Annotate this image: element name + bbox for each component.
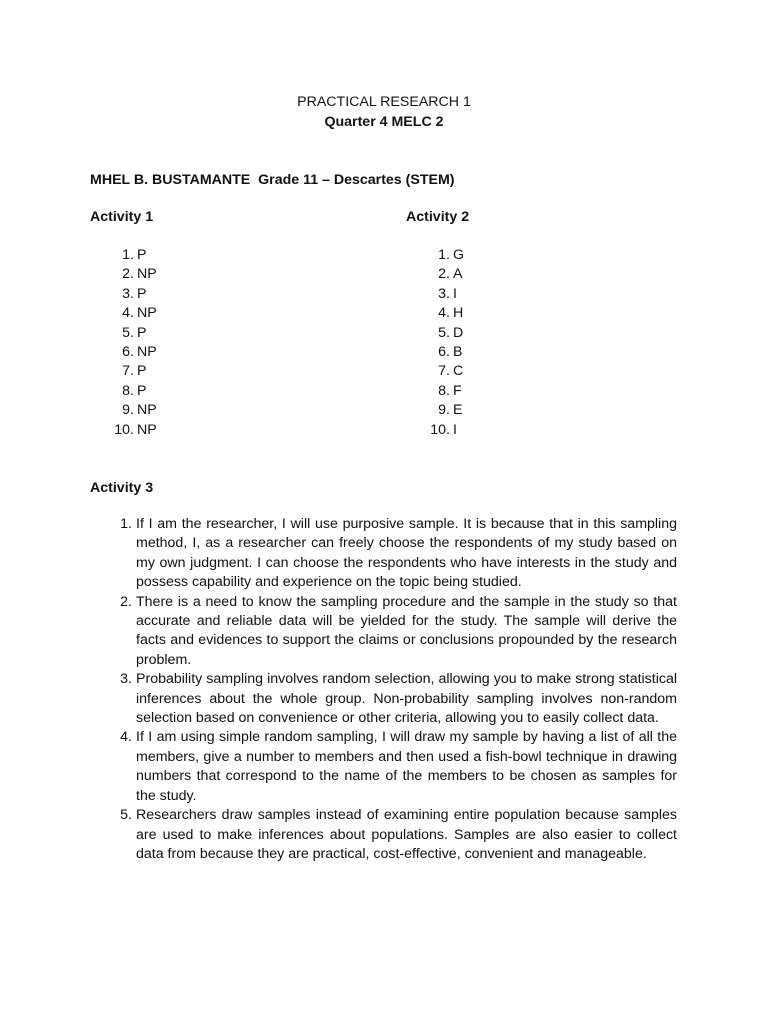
item-text: If I am the researcher, I will use purposive sample. It is because that in this sampling method, I, as a researcher can freely choose the respondents of my study based on my own judgment. I can choose the respondents who have interests in the study and possess capability and experience on the topic being studied. <box>136 516 677 591</box>
student-info: MHEL B. BUSTAMANTE Grade 11 – Descartes (STEM) <box>90 172 455 188</box>
item-number: 5. <box>438 324 450 341</box>
item-number: 10. <box>430 421 450 438</box>
item-answer: P <box>137 363 147 380</box>
item-number: 5. <box>120 807 132 824</box>
item-text: There is a need to know the sampling procedure and the sample in the study so that accurate and reliable data will be yielded for the study. The sample will derive the facts and evidences to support the claims or conclusions propounded by the research problem. <box>136 593 677 668</box>
item-number: 4. <box>438 305 450 322</box>
item-number: 4. <box>120 729 132 746</box>
item-number: 1. <box>120 516 132 532</box>
item-answer: NP <box>137 343 157 360</box>
item-answer: A <box>453 266 463 283</box>
item-number: 8. <box>438 382 450 399</box>
item-answer: NP <box>137 305 157 322</box>
item-answer: B <box>453 343 463 360</box>
list-item <box>112 515 677 593</box>
item-number: 9. <box>122 402 134 419</box>
item-number: 2. <box>438 266 450 283</box>
list-item <box>112 728 677 806</box>
item-number: 10. <box>114 421 134 438</box>
item-number: 3. <box>120 671 132 688</box>
item-answer: P <box>137 247 147 263</box>
activity-2-heading: Activity 2 <box>406 209 470 225</box>
item-answer: E <box>453 402 463 419</box>
item-text: Probability sampling involves random selection, allowing you to make strong statistical inferences about the whole group. Non-probability sampling involves non-random selection based on convenience or other criteria, allowing you to easily collect data. <box>136 671 677 727</box>
item-number: 3. <box>122 285 134 302</box>
item-answer: P <box>137 285 147 302</box>
item-answer: NP <box>137 266 157 283</box>
list-item <box>112 806 677 864</box>
item-answer: NP <box>137 402 157 419</box>
item-number: 3. <box>438 285 450 302</box>
activity-1-heading: Activity 1 <box>90 209 154 225</box>
item-text: If I am using simple random sampling, I will draw my sample by having a list of all the members, give a number to members and then used a fish-bowl technique in drawing numbers that correspond to the name of the members to be chosen as samples for the study. <box>136 729 677 804</box>
item-number: 4. <box>122 305 134 322</box>
item-number: 6. <box>438 343 450 360</box>
document-subtitle: Quarter 4 MELC 2 <box>324 114 444 130</box>
item-answer: P <box>137 324 147 341</box>
item-number: 7. <box>438 363 450 380</box>
item-text: Researchers draw samples instead of examining entire population because samples are used to make inferences about populations. Samples are also easier to collect data from because they are practical, cost-effective, convenient and manageable. <box>136 807 677 862</box>
activity-3-heading: Activity 3 <box>90 480 154 496</box>
item-number: 2. <box>122 266 134 283</box>
item-number: 1. <box>438 247 450 263</box>
item-answer: C <box>453 363 464 380</box>
item-number: 1. <box>122 247 134 263</box>
item-answer: I <box>453 285 457 302</box>
item-answer: D <box>453 324 464 341</box>
item-number: 6. <box>122 343 134 360</box>
item-answer: NP <box>137 421 157 438</box>
item-number: 8. <box>122 382 134 399</box>
item-answer: G <box>453 247 465 263</box>
list-item <box>112 670 677 728</box>
activity-3-list <box>112 515 677 864</box>
list-item <box>112 593 677 671</box>
item-answer: P <box>137 382 147 399</box>
item-number: 7. <box>122 363 134 380</box>
item-answer: I <box>453 421 457 438</box>
item-answer: H <box>453 305 464 322</box>
item-answer: F <box>453 382 462 399</box>
item-number: 9. <box>438 402 450 419</box>
item-number: 2. <box>120 593 132 610</box>
document-title: PRACTICAL RESEARCH 1 <box>297 94 471 110</box>
item-number: 5. <box>122 324 134 341</box>
